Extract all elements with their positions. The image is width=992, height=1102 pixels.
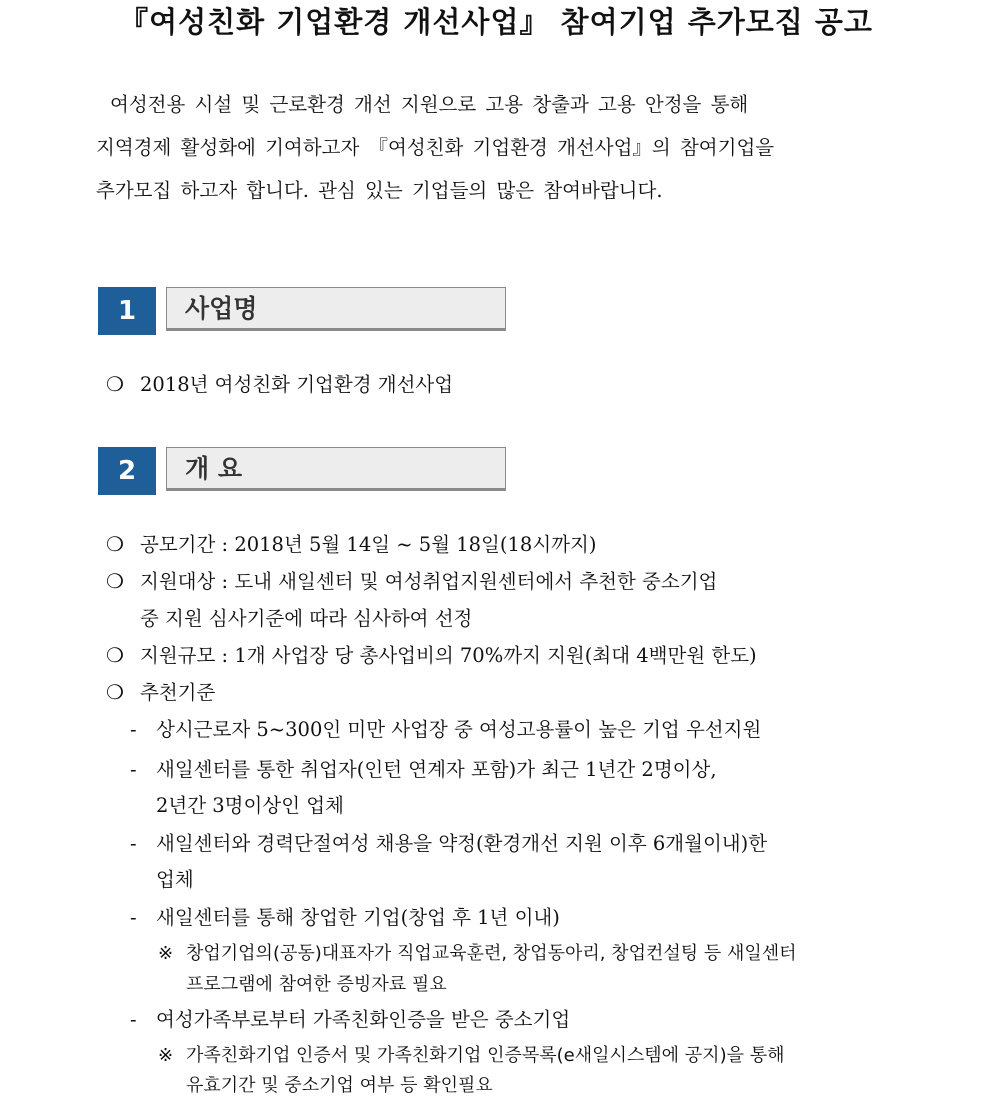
note-item (158, 1039, 898, 1072)
list-item-text: 추천기준 (140, 681, 216, 704)
list-item-continuation: 중 지원 심사기준에 따라 심사하여 선정 (140, 607, 473, 630)
intro-line-2: 지역경제 활성화에 기여하고자 『여성친화 기업환경 개선사업』의 참여기업을 (96, 136, 775, 159)
section-2-number: 2 (98, 447, 156, 495)
reference-mark-icon: ※ (158, 943, 174, 964)
list-item-text: 2018년 여성친화 기업환경 개선사업 (140, 373, 454, 396)
criteria-text: 새일센터를 통한 취업자(인턴 연계자 포함)가 최근 1년간 2명이상, (156, 758, 717, 781)
criteria-text: 새일센터와 경력단절여성 채용을 약정(환경개선 지원 이후 6개월이내)한 (156, 832, 768, 855)
circle-bullet-icon: ❍ (106, 643, 124, 667)
note-text: 가족친화기업 인증서 및 가족친화기업 인증목록(e새일시스템에 공지)을 통해 (186, 1045, 785, 1066)
list-item (106, 637, 898, 674)
circle-bullet-icon: ❍ (106, 532, 124, 556)
criteria-item (130, 899, 900, 936)
circle-bullet-icon: ❍ (106, 372, 124, 396)
criteria-text: 여성가족부로부터 가족친화인증을 받은 중소기업 (156, 1008, 571, 1031)
criteria-item (130, 751, 900, 788)
list-item (106, 366, 898, 403)
section-2-title: 개 요 (166, 447, 506, 491)
section-1-number: 1 (98, 287, 156, 335)
intro-line-3: 추가모집 하고자 합니다. 관심 있는 기업들의 많은 참여바랍니다. (96, 179, 663, 202)
criteria-item (130, 825, 900, 862)
list-item (106, 526, 898, 563)
note-continuation: 프로그램에 참여한 증빙자료 필요 (186, 974, 447, 995)
note-continuation: 유효기간 및 중소기업 여부 등 확인필요 (186, 1075, 493, 1096)
page-title: 『여성친화 기업환경 개선사업』 참여기업 추가모집 공고 (119, 5, 873, 39)
list-item (106, 674, 898, 711)
list-item-text: 지원규모 : 1개 사업장 당 총사업비의 70%까지 지원(최대 4백만원 한도) (140, 644, 757, 667)
circle-bullet-icon: ❍ (106, 569, 124, 593)
note-item (158, 937, 898, 970)
dash-bullet-icon: - (130, 718, 137, 741)
note-text: 창업기업의(공동)대표자가 직업교육훈련, 창업동아리, 창업컨설팅 등 새일센터 (186, 943, 797, 964)
dash-bullet-icon: - (130, 906, 137, 929)
criteria-continuation: 2년간 3명이상인 업체 (156, 794, 344, 817)
section-1-header (98, 287, 510, 335)
dash-bullet-icon: - (130, 758, 137, 781)
criteria-item (130, 1001, 900, 1038)
criteria-continuation: 업체 (156, 868, 194, 891)
intro-paragraph (96, 83, 898, 212)
list-item-text: 지원대상 : 도내 새일센터 및 여성취업지원센터에서 추천한 중소기업 (140, 570, 718, 593)
intro-line-1: 여성전용 시설 및 근로환경 개선 지원으로 고용 창출과 고용 안정을 통해 (110, 93, 749, 116)
section-2-header (98, 447, 510, 495)
dash-bullet-icon: - (130, 832, 137, 855)
section-1-title: 사업명 (166, 287, 506, 331)
list-item (106, 563, 898, 600)
reference-mark-icon: ※ (158, 1045, 174, 1066)
criteria-text: 새일센터를 통해 창업한 기업(창업 후 1년 이내) (156, 906, 560, 929)
criteria-text: 상시근로자 5~300인 미만 사업장 중 여성고용률이 높은 기업 우선지원 (156, 718, 762, 741)
list-item-text: 공모기간 : 2018년 5월 14일 ~ 5월 18일(18시까지) (140, 533, 597, 556)
dash-bullet-icon: - (130, 1008, 137, 1031)
criteria-item (130, 711, 900, 748)
circle-bullet-icon: ❍ (106, 680, 124, 704)
